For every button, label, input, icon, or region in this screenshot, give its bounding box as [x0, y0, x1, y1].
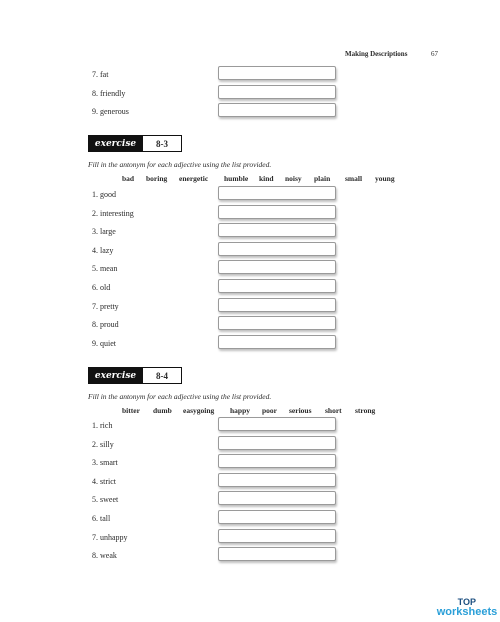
question-row — [82, 223, 342, 239]
exercise-instruction: Fill in the antonym for each adjective using the list provided. — [88, 392, 272, 401]
answer-input-box[interactable] — [218, 491, 336, 505]
answer-input-box[interactable] — [218, 66, 336, 80]
answer-input-box[interactable] — [218, 85, 336, 99]
question-word: 5. mean — [92, 264, 118, 274]
question-word: 5. sweet — [92, 495, 119, 505]
topworksheets-logo — [436, 598, 498, 618]
answer-input-box[interactable] — [218, 223, 336, 237]
answer-input-box[interactable] — [218, 510, 336, 524]
answer-input-box[interactable] — [218, 103, 336, 117]
answer-input-box[interactable] — [218, 316, 336, 330]
answer-input-box[interactable] — [218, 298, 336, 312]
question-row — [82, 186, 342, 202]
word-bank-item: small — [345, 174, 363, 183]
question-row — [82, 242, 342, 258]
word-bank-item: boring — [146, 174, 168, 183]
question-word: 7. unhappy — [92, 532, 128, 542]
exercise-label — [88, 135, 182, 152]
page-number: 67 — [431, 50, 438, 58]
exercise-tag: exercise — [88, 367, 143, 384]
word-bank-item: humble — [224, 174, 249, 183]
word-bank-item: energetic — [179, 174, 209, 183]
question-row — [82, 547, 342, 563]
question-word: 2. interesting — [92, 208, 134, 218]
question-word: 8. proud — [92, 320, 119, 330]
question-word: 7. fat — [92, 70, 109, 79]
question-word: 7. pretty — [92, 301, 119, 311]
exercise-number: 8-3 — [143, 135, 182, 152]
word-bank-item: young — [375, 174, 395, 183]
question-word: 8. weak — [92, 551, 117, 561]
logo-top-text: TOP — [457, 597, 476, 607]
answer-input-box[interactable] — [218, 335, 336, 349]
answer-input-box[interactable] — [218, 529, 336, 543]
word-bank-item: kind — [259, 174, 274, 183]
question-row — [82, 436, 342, 452]
question-word: 9. generous — [92, 107, 129, 117]
answer-input-box[interactable] — [218, 436, 336, 450]
question-row — [82, 417, 342, 433]
answer-input-box[interactable] — [218, 205, 336, 219]
word-bank-item: happy — [230, 406, 251, 415]
word-bank-item: dumb — [153, 406, 172, 415]
answer-input-box[interactable] — [218, 186, 336, 200]
question-word: 4. lazy — [92, 245, 114, 255]
question-word: 3. smart — [92, 458, 118, 468]
word-bank-item: short — [325, 406, 342, 415]
word-bank-item: noisy — [285, 174, 302, 183]
question-row — [82, 279, 342, 295]
question-row — [82, 205, 342, 221]
logo-worksheets-text: worksheets — [436, 606, 498, 618]
question-word: 4. strict — [92, 476, 116, 486]
answer-input-box[interactable] — [218, 547, 336, 561]
question-row — [82, 260, 342, 276]
question-row — [82, 103, 342, 119]
word-bank-item: serious — [289, 406, 312, 415]
question-row — [82, 298, 342, 314]
question-word: 1. rich — [92, 421, 113, 430]
question-word: 1. good — [92, 190, 116, 199]
question-row — [82, 316, 342, 332]
exercise-label — [88, 367, 182, 384]
exercise-instruction: Fill in the antonym for each adjective using the list provided. — [88, 160, 272, 169]
exercise-number: 8-4 — [143, 367, 182, 384]
question-word: 6. tall — [92, 514, 111, 523]
question-row — [82, 491, 342, 507]
word-bank-item: bitter — [122, 406, 140, 415]
question-row — [82, 335, 342, 351]
question-row — [82, 454, 342, 470]
question-word: 8. friendly — [92, 88, 126, 98]
word-bank-item: plain — [314, 174, 331, 183]
word-bank-item: strong — [355, 406, 376, 415]
answer-input-box[interactable] — [218, 417, 336, 431]
question-word: 3. large — [92, 227, 116, 237]
question-word: 9. quiet — [92, 338, 116, 348]
question-row — [82, 529, 342, 545]
exercise-tag: exercise — [88, 135, 143, 152]
question-row — [82, 510, 342, 526]
answer-input-box[interactable] — [218, 279, 336, 293]
answer-input-box[interactable] — [218, 473, 336, 487]
question-row — [82, 85, 342, 101]
question-word: 6. old — [92, 283, 111, 292]
answer-input-box[interactable] — [218, 242, 336, 256]
question-row — [82, 66, 342, 82]
answer-input-box[interactable] — [218, 260, 336, 274]
page-header — [345, 50, 445, 58]
word-bank-item: poor — [262, 406, 277, 415]
word-bank-item: bad — [122, 174, 135, 183]
question-row — [82, 473, 342, 489]
word-bank-item: easygoing — [183, 406, 215, 415]
question-word: 2. silly — [92, 439, 114, 449]
answer-input-box[interactable] — [218, 454, 336, 468]
running-title: Making Descriptions — [345, 50, 408, 58]
